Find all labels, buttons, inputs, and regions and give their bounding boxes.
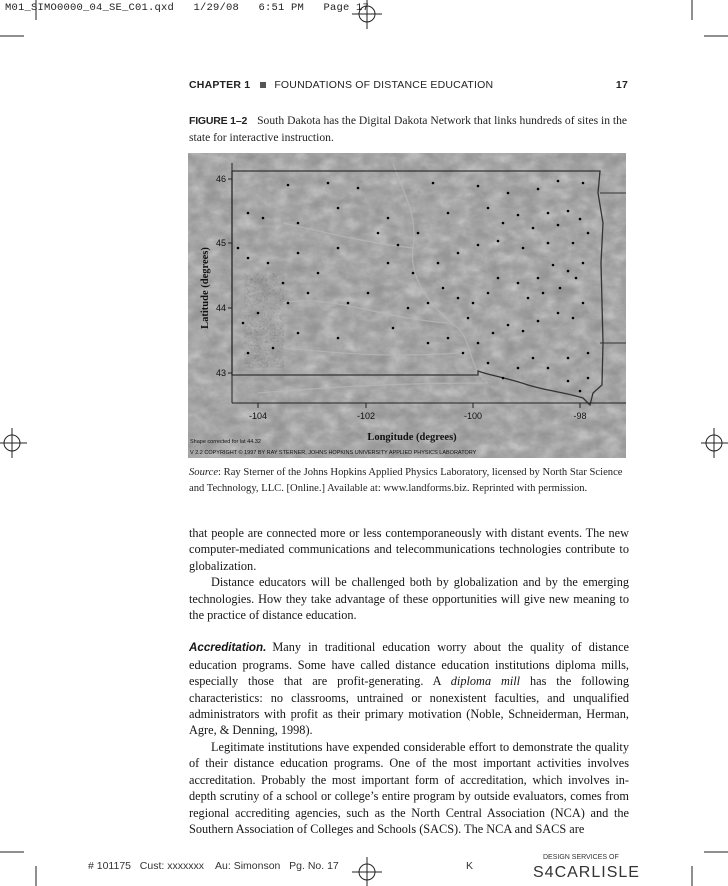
site-dot — [582, 302, 585, 305]
site-dot — [412, 272, 415, 275]
site-dot — [272, 347, 275, 350]
site-dot — [392, 327, 395, 330]
site-dot — [247, 212, 250, 215]
site-dot — [582, 182, 585, 185]
site-dot — [437, 262, 440, 265]
site-dot — [237, 247, 240, 250]
site-dot — [532, 357, 535, 360]
design-services-label: DESIGN SERVICES OF — [543, 854, 619, 861]
body-text — [189, 525, 629, 837]
site-dot — [507, 192, 510, 195]
site-dot — [582, 262, 585, 265]
site-dot — [522, 247, 525, 250]
site-dot — [575, 277, 578, 280]
site-dot — [497, 240, 500, 243]
site-dot — [337, 207, 340, 210]
site-dot — [552, 264, 555, 267]
source-text: : Ray Sterner of the Johns Hopkins Applied Physics Laboratory, licensed by North Star Science and Technology, LLC. [Online.] Available at: www.landforms.biz. Reprinted with permission. — [189, 467, 623, 494]
site-dot — [262, 217, 265, 220]
site-dot — [447, 337, 450, 340]
company-logo-text: S4CARLISLE — [533, 864, 640, 881]
y-tick-label: 44 — [215, 303, 226, 313]
shape-note: Shape corrected for lat 44.32 — [190, 439, 261, 445]
site-dot — [457, 297, 460, 300]
x-axis-label: Longitude (degrees) — [367, 432, 457, 443]
registration-mark-right — [701, 428, 728, 458]
site-dot — [567, 270, 570, 273]
site-dot — [527, 297, 530, 300]
site-dot — [257, 312, 260, 315]
site-dot — [587, 377, 590, 380]
site-dot — [537, 188, 540, 191]
paragraph: Distance educators will be challenged both by globalization and by the emerging technologies. How they take advantage of these opportunities will give new meaning to the practice of distance education. — [189, 575, 629, 623]
site-dot — [547, 212, 550, 215]
site-dot — [347, 302, 350, 305]
x-tick-label: -102 — [356, 411, 376, 421]
site-dot — [542, 292, 545, 295]
site-dot — [537, 320, 540, 323]
site-dot — [557, 224, 560, 227]
site-dot — [427, 302, 430, 305]
site-dot — [572, 242, 575, 245]
site-dot — [572, 317, 575, 320]
site-dot — [337, 247, 340, 250]
figure-label: FIGURE 1–2 — [189, 115, 248, 127]
site-dot — [317, 272, 320, 275]
y-axis-label: Latitude (degrees) — [200, 247, 211, 329]
copyright-note: V 2.2 COPYRIGHT © 1997 BY RAY STERNER, JOHNS HOPKINS UNIVERSITY APPLIED PHYSICS LABORATORY — [190, 450, 477, 456]
figure-source — [189, 465, 629, 496]
site-dot — [307, 292, 310, 295]
site-dot — [517, 282, 520, 285]
site-dot — [297, 252, 300, 255]
y-tick-label: 46 — [215, 174, 226, 184]
site-dot — [487, 292, 490, 295]
square-bullet-icon — [260, 82, 266, 88]
paragraph: that people are connected more or less contemporaneously with distant events. The new computer-mediated communications and telecommunications technologies contribute to globalization. — [189, 526, 629, 573]
site-dot — [559, 287, 562, 290]
relief-map-figure — [188, 153, 626, 458]
site-dot — [487, 362, 490, 365]
y-tick-label: 43 — [215, 368, 226, 378]
job-line: # 101175 Cust: xxxxxxx Au: Simonson Pg. No. 17 — [88, 860, 339, 872]
site-dot — [387, 217, 390, 220]
site-dot — [567, 210, 570, 213]
y-tick-label: 45 — [215, 238, 226, 248]
site-dot — [537, 277, 540, 280]
site-dot — [242, 322, 245, 325]
k-mark: K — [466, 860, 474, 872]
source-label: Source — [189, 467, 219, 478]
x-tick-label: -100 — [463, 411, 483, 421]
site-dot — [447, 212, 450, 215]
site-dot — [327, 182, 330, 185]
running-header — [189, 79, 628, 91]
site-dot — [367, 292, 370, 295]
chapter-label: CHAPTER 1 — [189, 79, 251, 91]
site-dot — [567, 357, 570, 360]
site-dot — [567, 380, 570, 383]
site-dot — [432, 182, 435, 185]
registration-mark-left — [0, 428, 27, 458]
site-dot — [587, 232, 590, 235]
site-dot — [579, 218, 582, 221]
x-tick-label: -98 — [573, 411, 587, 421]
figure-caption — [189, 113, 629, 146]
site-dot — [442, 287, 445, 290]
site-dot — [297, 332, 300, 335]
site-dot — [587, 352, 590, 355]
chapter-title: FOUNDATIONS OF DISTANCE EDUCATION — [274, 79, 494, 91]
site-dot — [579, 390, 582, 393]
site-dot — [477, 342, 480, 345]
site-dot — [517, 214, 520, 217]
site-dot — [487, 207, 490, 210]
site-dot — [457, 252, 460, 255]
x-tick-label: -104 — [248, 411, 268, 421]
site-dot — [557, 180, 560, 183]
site-dot — [387, 262, 390, 265]
site-dot — [517, 367, 520, 370]
site-dot — [477, 244, 480, 247]
print-footer — [88, 854, 648, 886]
site-dot — [287, 302, 290, 305]
print-slug: M01_SIMO0000_04_SE_C01.qxd 1/29/08 6:51 PM Page 17 — [5, 2, 370, 14]
site-dot — [337, 337, 340, 340]
site-dot — [502, 377, 505, 380]
site-dot — [472, 302, 475, 305]
site-dot — [557, 312, 560, 315]
site-dot — [407, 307, 410, 310]
term-diploma-mill: diploma mill — [450, 674, 521, 689]
site-dot — [467, 317, 470, 320]
site-dot — [507, 324, 510, 327]
site-dot — [522, 330, 525, 333]
site-dot — [502, 222, 505, 225]
site-dot — [377, 232, 380, 235]
site-dot — [532, 227, 535, 230]
site-dot — [357, 187, 360, 190]
site-dot — [492, 332, 495, 335]
site-dot — [267, 262, 270, 265]
section-heading-accreditation: Accreditation. — [189, 641, 267, 655]
site-dot — [547, 242, 550, 245]
figure-caption-text: South Dakota has the Digital Dakota Network that links hundreds of sites in the state for interactive instruction. — [189, 114, 628, 144]
paragraph: Legitimate institutions have expended considerable effort to demonstrate the quality of their distance education programs. One of the most important activities involves accreditation. Probably the most important form of accreditation, which involves in-depth scrutiny of a school or college’s entire program by outside evaluators, comes from regional accrediting agencies, such as the North Central Association (NCA) and the Southern Association of Colleges and Schools (SACS). The NCA and SACS are — [189, 739, 629, 836]
site-dot — [462, 352, 465, 355]
site-dot — [297, 222, 300, 225]
site-dot — [247, 257, 250, 260]
site-dot — [417, 232, 420, 235]
site-dot — [287, 184, 290, 187]
black-hills-relief — [244, 273, 284, 368]
site-dot — [547, 367, 550, 370]
site-dot — [497, 277, 500, 280]
site-dot — [477, 185, 480, 188]
page-number: 17 — [615, 79, 628, 91]
paragraph: Accreditation. Many in traditional education worry about the quality of distance education programs. Some have called distance education institutions diploma mills, especially those that are profit-generating. A diploma mill has the following characteristics: no classrooms, untrained or nonexistent faculties, and unqualified administrators with profit as their primary motivation (Noble, Schneiderman, Herman, Agre, & Denning, 1998). — [189, 640, 629, 738]
site-dot — [247, 352, 250, 355]
site-dot — [282, 282, 285, 285]
site-dot — [397, 244, 400, 247]
site-dot — [427, 342, 430, 345]
